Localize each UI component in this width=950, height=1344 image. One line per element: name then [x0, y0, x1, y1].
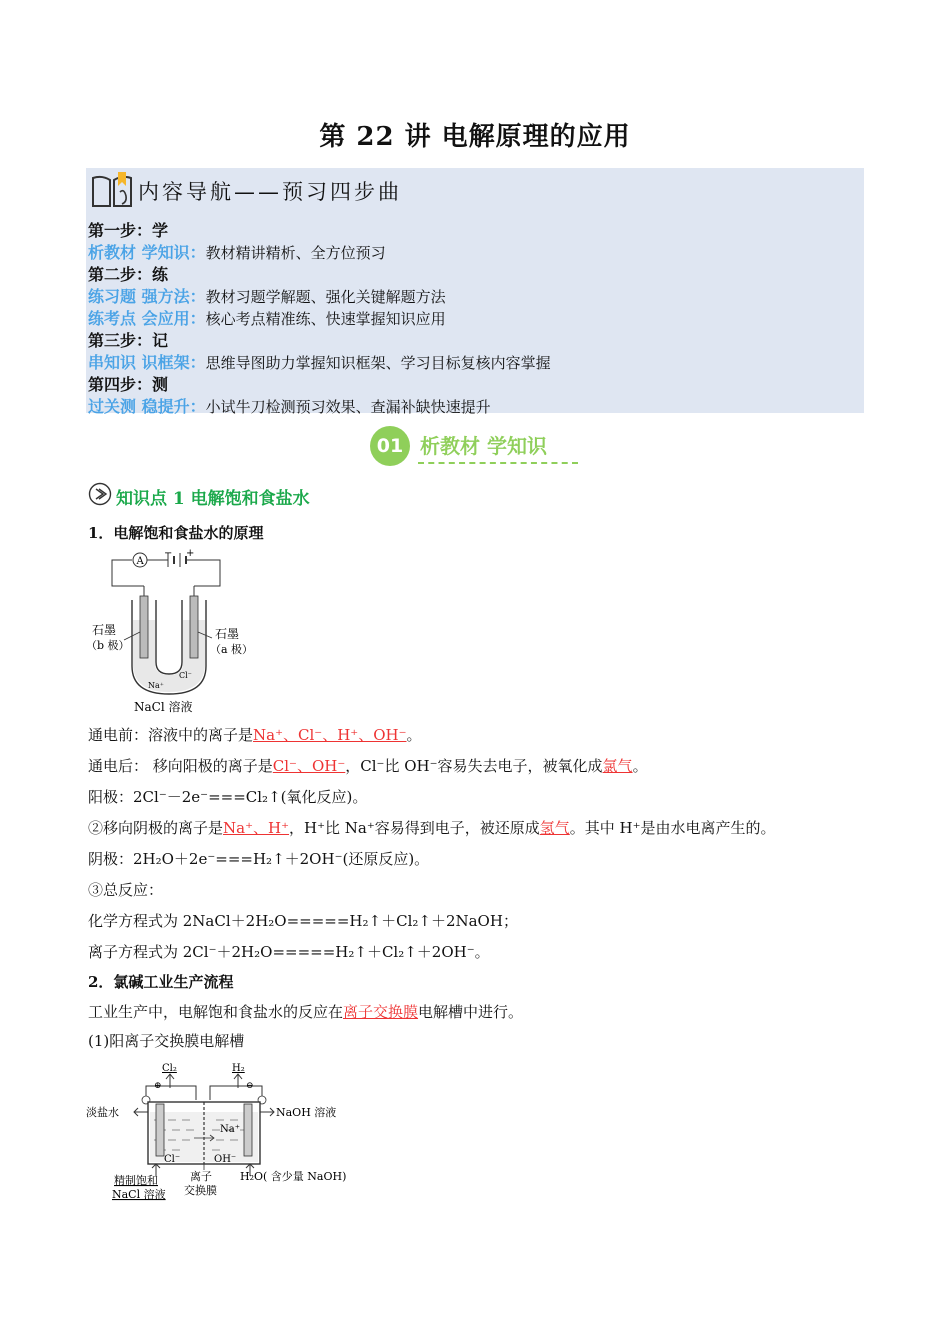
answer-cathode-ions: Na⁺、H⁺ — [223, 819, 289, 837]
nav-step-4: 第四步：测 — [88, 375, 169, 394]
text-span: ，H⁺比 Na⁺容易得到电子，被还原成 — [289, 819, 540, 837]
cathode-line — [88, 817, 776, 838]
right-electrode — [190, 596, 198, 658]
knowledge-point-title: 知识点 1 电解饱和食盐水 — [116, 489, 310, 509]
arrow-circle-icon — [88, 482, 112, 506]
membrane-label-1: 离子 — [190, 1170, 212, 1183]
text-span: 。 — [632, 757, 648, 775]
h2-label: H₂ — [232, 1063, 245, 1074]
text-span: ，Cl⁻比 OH⁻容易失去电子，被氧化成 — [345, 757, 603, 775]
left-inlet-label-1: 精制饱和 — [114, 1174, 158, 1187]
left-electrode-label: 石墨 — [92, 623, 117, 637]
answer-hydrogen: 氢气 — [539, 819, 570, 837]
book-icon — [90, 170, 134, 210]
na-ion-label: Na⁺ — [148, 681, 164, 690]
battery-plus: + — [186, 548, 195, 559]
section-badge — [370, 424, 580, 468]
after-electrolysis-line — [88, 755, 648, 776]
ammeter-label: A — [136, 556, 144, 567]
left-electrode-sublabel: （b 极） — [86, 639, 130, 652]
na-ion-label: Na⁺ — [220, 1124, 240, 1135]
cation-membrane-subheading: (1)阳离子交换膜电解槽 — [88, 1032, 245, 1050]
nav-item-text: 思维导图助力掌握知识框架、学习目标复核内容掌握 — [205, 354, 551, 372]
nav-item-label: 串知识 识框架： — [88, 353, 206, 372]
oh-ion-label: OH⁻ — [214, 1154, 237, 1165]
right-outlet-label: NaOH 溶液 — [276, 1106, 337, 1119]
cathode-rod — [244, 1104, 252, 1156]
cl-ion-label: Cl⁻ — [179, 671, 192, 680]
nav-item-text: 教材精讲精析、全方位预习 — [205, 244, 386, 262]
cathode-minus: ⊖ — [246, 1081, 254, 1091]
answer-membrane: 离子交换膜 — [343, 1003, 419, 1021]
text-span: 通电后： 移向阳极的离子是 — [88, 757, 273, 775]
cathode-equation: 阴极：2H₂O＋2e⁻===H₂↑＋2OH⁻(还原反应)。 — [88, 850, 430, 868]
right-inlet-label: H₂O( 含少量 NaOH) — [240, 1170, 347, 1183]
text-span: 。其中 H⁺是由水电离产生的。 — [569, 819, 776, 837]
anode-rod — [156, 1104, 164, 1156]
solution-label: NaCl 溶液 — [134, 700, 193, 714]
anode-plus: ⊕ — [154, 1081, 162, 1091]
badge-dash-line — [418, 462, 578, 464]
nav-item-label: 析教材 学知识： — [88, 243, 206, 262]
badge-text: 析教材 学知识 — [420, 434, 547, 458]
nav-item-practice — [88, 284, 446, 307]
text-span: 工业生产中，电解饱和食盐水的反应在 — [88, 1003, 344, 1021]
right-electrode-sublabel: （a 极） — [210, 643, 254, 656]
nav-step-3: 第三步：记 — [88, 331, 169, 350]
membrane-label-2: 交换膜 — [184, 1184, 217, 1197]
anode-equation: 阳极：2Cl⁻－2e⁻===Cl₂↑(氧化反应)。 — [88, 788, 368, 806]
left-outlet-label: 淡盐水 — [86, 1106, 119, 1119]
nav-heading: 内容导航——预习四步曲 — [138, 180, 402, 204]
text-span: ②移向阴极的离子是 — [88, 819, 224, 837]
badge-number: 01 — [370, 426, 410, 466]
nav-item-label: 练考点 会应用： — [88, 309, 206, 328]
answer-ions-before: Na⁺、Cl⁻、H⁺、OH⁻ — [253, 726, 407, 744]
nav-item-text: 教材习题学解题、强化关键解题方法 — [205, 288, 446, 306]
nav-item-text: 核心考点精准练、快速掌握知识应用 — [205, 310, 446, 328]
nav-item-test — [88, 394, 491, 417]
cl-ion-label: Cl⁻ — [164, 1154, 181, 1165]
text-span: 通电前：溶液中的离子是 — [88, 726, 254, 744]
answer-chlorine: 氯气 — [602, 757, 633, 775]
nav-item-label: 过关测 稳提升： — [88, 397, 206, 416]
section2-intro — [88, 1001, 523, 1022]
battery-minus: − — [164, 548, 173, 559]
page-title: 第 22 讲 电解原理的应用 — [319, 122, 631, 152]
ionic-equation: 离子方程式为 2Cl⁻＋2H₂O=====H₂↑＋Cl₂↑＋2OH⁻。 — [88, 943, 490, 961]
answer-anode-ions: Cl⁻、OH⁻ — [272, 757, 346, 775]
section1-heading: 1．电解饱和食盐水的原理 — [88, 524, 264, 542]
nav-step-1: 第一步：学 — [88, 221, 169, 240]
nav-step-2: 第二步：练 — [88, 265, 169, 284]
nav-item-label: 练习题 强方法： — [88, 287, 206, 306]
nav-item-apply — [88, 306, 446, 329]
nav-item-framework — [88, 350, 551, 373]
text-span: 电解槽中进行。 — [418, 1003, 524, 1021]
section2-heading: 2．氯碱工业生产流程 — [88, 973, 234, 991]
right-electrode-label: 石墨 — [215, 627, 240, 641]
left-electrode — [140, 596, 148, 658]
left-inlet-label-2: NaCl 溶液 — [112, 1188, 166, 1201]
u-tube-electrolysis-diagram — [86, 548, 266, 718]
content-navigation-box — [86, 168, 864, 416]
nav-item-text: 小试牛刀检测预习效果、查漏补缺快速提升 — [205, 398, 491, 416]
chemical-equation: 化学方程式为 2NaCl＋2H₂O=====H₂↑＋Cl₂↑＋2NaOH； — [88, 912, 518, 930]
before-electrolysis-line — [88, 724, 422, 745]
nav-item-learn — [88, 240, 386, 263]
ion-exchange-cell-diagram — [86, 1058, 366, 1208]
total-reaction-label: ③总反应： — [88, 881, 164, 899]
cl2-label: Cl₂ — [162, 1063, 177, 1074]
text-span: 。 — [406, 726, 422, 744]
